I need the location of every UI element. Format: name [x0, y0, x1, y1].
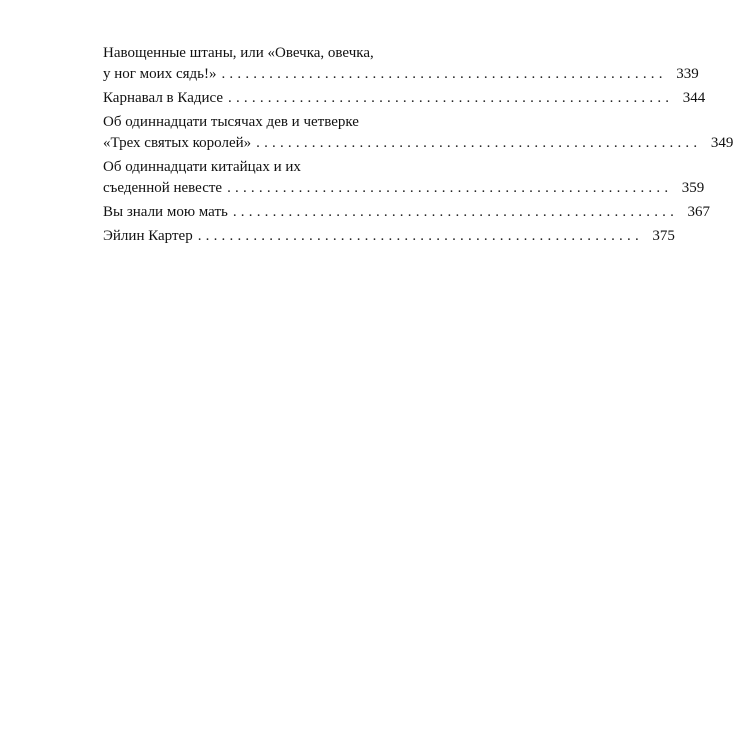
toc-entry-title-line: Карнавал в Кадисе	[103, 90, 224, 106]
dot-leader: ........................................................	[197, 228, 643, 244]
toc-entry-last-line	[103, 202, 711, 223]
toc-entry-title-line: Эйлин Картер	[103, 228, 193, 244]
toc-entry-last-line	[103, 88, 706, 109]
toc-entry	[103, 226, 675, 247]
toc-entry-title-line: Навощенные штаны, или «Овечка, овечка,	[103, 45, 374, 61]
toc-entry-title-line: съеденной невесте	[103, 180, 223, 196]
toc-entry-title-line: Об одиннадцати китайцах и их	[103, 159, 301, 175]
dot-leader: ........................................................	[228, 90, 674, 106]
toc-entry-title-line: Вы знали мою мать	[103, 204, 228, 220]
toc-entry-last-line	[103, 226, 675, 247]
toc-entry-title-line: у ног моих сядь!»	[103, 66, 217, 82]
toc-page-number: 349	[710, 135, 733, 151]
toc-entry-last-line	[103, 64, 699, 85]
toc-entry	[103, 202, 711, 223]
toc-entry-title-line: Об одиннадцати тысячах дев и четверке	[103, 114, 359, 130]
toc-entry	[103, 112, 733, 154]
toc-entry-title-line: «Трех святых королей»	[103, 135, 252, 151]
toc-entry	[103, 88, 706, 109]
toc-entry	[103, 43, 699, 85]
dot-leader: ........................................................	[256, 135, 702, 151]
toc-entry-last-line	[103, 178, 705, 199]
table-of-contents	[103, 43, 733, 250]
toc-entry-last-line	[103, 133, 733, 154]
dot-leader: ........................................................	[227, 180, 673, 196]
dot-leader: ........................................................	[232, 204, 679, 220]
toc-page-number: 344	[682, 90, 706, 106]
toc-page-number: 339	[676, 66, 699, 82]
dot-leader: ........................................................	[221, 66, 667, 82]
toc-page-number: 359	[681, 180, 705, 196]
toc-page-number: 375	[652, 228, 675, 244]
toc-entry	[103, 157, 705, 199]
toc-page-number: 367	[687, 204, 711, 220]
